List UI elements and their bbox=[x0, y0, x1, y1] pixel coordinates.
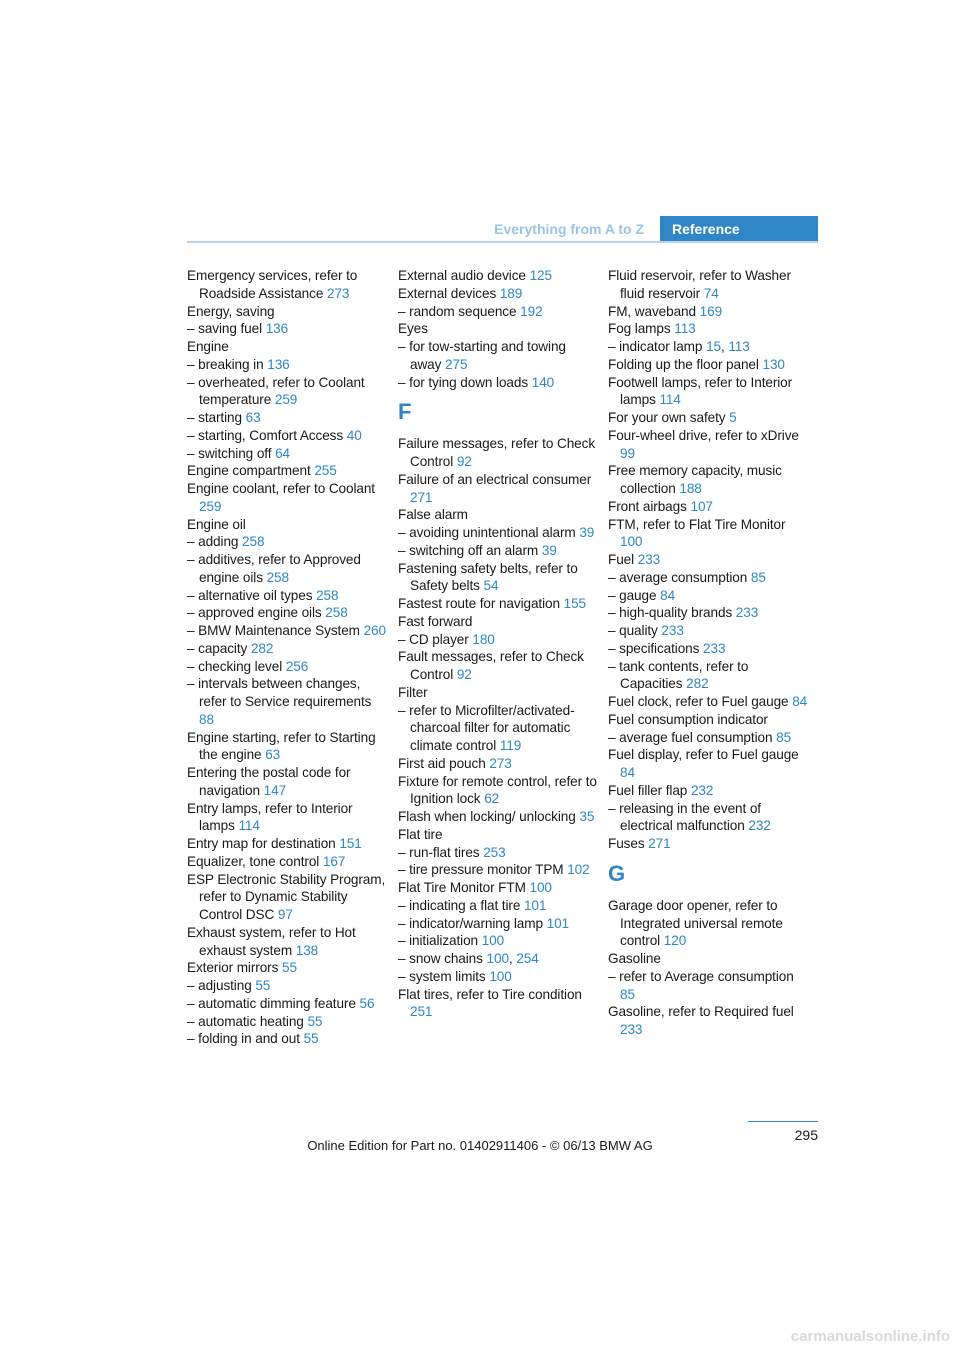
index-entry-text: – tire pressure monitor TPM bbox=[398, 862, 564, 878]
index-letter-heading: F bbox=[398, 399, 412, 425]
index-entry-text: – system limits bbox=[398, 968, 486, 984]
index-entry bbox=[187, 320, 387, 338]
index-entry-text: – average fuel consumption bbox=[608, 729, 773, 745]
index-entry-text: Fastest route for navigation bbox=[398, 596, 560, 611]
index-entry: – indicator lamp 15, 113 bbox=[608, 339, 750, 354]
index-entry-text: – alternative oil types bbox=[187, 587, 313, 603]
index-entry-text: – adjusting bbox=[187, 978, 252, 993]
page-reference-link[interactable]: 167 bbox=[322, 853, 346, 869]
index-entry bbox=[398, 560, 598, 596]
index-entry bbox=[187, 871, 387, 924]
index-entry bbox=[187, 835, 387, 853]
page-reference-link[interactable]: 253 bbox=[483, 844, 506, 860]
page-reference-link[interactable]: 147 bbox=[263, 782, 287, 798]
index-entry-text: Fuel clock, refer to Fuel gauge bbox=[608, 694, 789, 709]
page-reference-link[interactable]: 5 bbox=[729, 410, 737, 425]
page-reference-link[interactable]: 119 bbox=[499, 738, 522, 753]
page-reference-link[interactable]: 271 bbox=[410, 489, 433, 505]
index-entry-text: Fluid reservoir, refer to Washer fluid reservoir bbox=[608, 268, 791, 301]
index-entry-text: Entry map for destination bbox=[187, 836, 336, 851]
page-reference-link[interactable]: 107 bbox=[690, 498, 713, 514]
index-entry-text: Engine starting, refer to Starting the engine bbox=[187, 729, 376, 763]
index-entry bbox=[398, 374, 598, 392]
page-reference-link[interactable]: 74 bbox=[703, 285, 719, 301]
index-entry-text: Entering the postal code for navigation bbox=[187, 765, 351, 798]
index-entry bbox=[608, 374, 808, 410]
page-reference-link[interactable]: 233 bbox=[637, 552, 661, 567]
page-reference-link[interactable]: 92 bbox=[456, 667, 472, 682]
index-entry-text: – indicator/warning lamp bbox=[398, 915, 543, 931]
page-reference-link[interactable]: 258 bbox=[325, 605, 348, 621]
index-entry-text: – for tying down loads bbox=[398, 374, 529, 390]
page-reference-link[interactable]: 100 bbox=[529, 880, 552, 895]
index-entry-text: – capacity bbox=[187, 640, 248, 656]
page-reference-link[interactable]: 84 bbox=[792, 694, 808, 709]
index-entry-text: – additives, refer to Approved engine oils bbox=[187, 552, 361, 585]
index-entry bbox=[608, 968, 808, 1004]
index-entry bbox=[608, 569, 808, 587]
page-reference-link[interactable]: 151 bbox=[339, 836, 362, 851]
page-reference-link[interactable]: 282 bbox=[686, 676, 709, 692]
index-entry bbox=[608, 427, 808, 463]
page-reference-link[interactable]: 100 bbox=[489, 968, 512, 984]
page-reference-link[interactable]: 113 bbox=[728, 339, 750, 354]
index-entry bbox=[608, 587, 808, 605]
index-entry-text: – refer to Microfilter/activated-charcoal filter for automatic climate control bbox=[398, 702, 575, 753]
page-reference-link[interactable]: 113 bbox=[674, 321, 696, 337]
index-entry bbox=[398, 702, 598, 755]
index-entry bbox=[187, 658, 387, 676]
index-column-3 bbox=[608, 267, 808, 1039]
index-entry-text: – starting, Comfort Access bbox=[187, 427, 344, 443]
index-entry-text: Engine coolant, refer to Coolant bbox=[187, 481, 375, 496]
page-reference-link[interactable]: 101 bbox=[523, 897, 547, 913]
index-entry-text: – for tow-starting and towing away bbox=[398, 339, 566, 372]
page-reference-link[interactable]: 125 bbox=[529, 268, 552, 283]
index-entry bbox=[398, 844, 598, 862]
index-entry bbox=[187, 977, 387, 995]
page-reference-link[interactable]: 155 bbox=[563, 596, 587, 611]
index-entry-text: – automatic heating bbox=[187, 1013, 304, 1029]
index-entry bbox=[398, 595, 598, 613]
page-reference-link[interactable]: 84 bbox=[620, 765, 635, 780]
index-entry bbox=[187, 533, 387, 551]
index-entry bbox=[398, 968, 598, 986]
page-reference-link[interactable]: 254 bbox=[516, 951, 539, 966]
index-entry-text: Fast forward bbox=[398, 613, 473, 629]
index-entry bbox=[187, 640, 387, 658]
page-reference-link[interactable]: 99 bbox=[620, 445, 635, 461]
index-entry-text: Failure messages, refer to Check Control bbox=[398, 436, 596, 469]
index-entry bbox=[187, 604, 387, 622]
index-entry bbox=[398, 897, 598, 915]
index-entry bbox=[398, 524, 598, 542]
page-reference-link[interactable]: 233 bbox=[620, 1022, 643, 1037]
index-entry bbox=[608, 409, 808, 427]
page-reference-link[interactable]: 138 bbox=[295, 942, 319, 958]
page-reference-link[interactable]: 233 bbox=[703, 640, 726, 656]
index-entry bbox=[608, 320, 808, 338]
index-entry-text: Fuel display, refer to Fuel gauge bbox=[608, 747, 799, 763]
index-entry-text: Garage door opener, refer to Integrated universal remote control bbox=[608, 897, 783, 949]
page-reference-link[interactable]: 130 bbox=[762, 356, 785, 372]
index-entry-text: Entry lamps, refer to Interior lamps bbox=[187, 800, 353, 834]
index-entry-text: Footwell lamps, refer to Interior lamps bbox=[608, 374, 793, 408]
page-reference-link[interactable]: 55 bbox=[307, 1013, 323, 1029]
index-entry bbox=[608, 356, 808, 374]
index-entry-text: Filter bbox=[398, 684, 428, 700]
page-reference-link[interactable]: 63 bbox=[265, 747, 281, 763]
index-entry-text: Gasoline bbox=[608, 951, 661, 966]
index-entry bbox=[187, 675, 387, 728]
index-entry-text: – overheated, refer to Coolant temperature bbox=[187, 374, 365, 408]
index-entry-text: Flash when locking/ unlocking bbox=[398, 809, 576, 824]
page-reference-link[interactable]: 232 bbox=[690, 782, 714, 798]
index-entry-text: – saving fuel bbox=[187, 321, 263, 337]
index-entry bbox=[398, 915, 598, 933]
page-number: 295 bbox=[794, 1127, 818, 1143]
page-reference-link[interactable]: 100 bbox=[481, 933, 505, 949]
page-reference-link[interactable]: 102 bbox=[567, 862, 590, 878]
index-entry bbox=[608, 950, 808, 968]
index-entry-text: – specifications bbox=[608, 640, 700, 656]
index-entry bbox=[608, 1003, 808, 1039]
index-entry bbox=[608, 729, 808, 747]
page-reference-link[interactable]: 39 bbox=[579, 525, 595, 540]
index-entry bbox=[398, 684, 598, 702]
index-entry bbox=[187, 303, 387, 321]
index-entry-text: Fastening safety belts, refer to Safety belts bbox=[398, 560, 578, 594]
page-reference-link[interactable]: 114 bbox=[238, 818, 260, 834]
watermark: carmanualsonline.info bbox=[790, 1328, 950, 1345]
page-reference-link[interactable]: 85 bbox=[750, 569, 766, 585]
index-entry-text: – snow chains bbox=[398, 951, 483, 966]
index-entry bbox=[398, 285, 598, 303]
index-entry bbox=[398, 338, 598, 374]
index-entry-text: Fault messages, refer to Check Control bbox=[398, 649, 584, 682]
index-entry-text: Four-wheel drive, refer to xDrive bbox=[608, 427, 799, 443]
index-entry-text: – average consumption bbox=[608, 569, 748, 585]
index-entry-text: – switching off an alarm bbox=[398, 542, 539, 558]
page-reference-link[interactable]: 251 bbox=[410, 1004, 433, 1020]
index-entry-text: Eyes bbox=[398, 321, 428, 337]
index-entry-text: External devices bbox=[398, 285, 497, 301]
index-entry-text: Fuses bbox=[608, 836, 645, 851]
page-reference-link[interactable]: 188 bbox=[679, 481, 702, 496]
index-entry bbox=[187, 267, 387, 303]
page-reference-link[interactable]: 85 bbox=[620, 986, 635, 1002]
index-entry bbox=[398, 471, 598, 507]
page-reference-link[interactable]: 84 bbox=[660, 587, 676, 603]
index-entry bbox=[187, 995, 387, 1013]
page-reference-link[interactable]: 232 bbox=[748, 818, 771, 834]
index-entry bbox=[398, 542, 598, 560]
page-reference-link[interactable]: 35 bbox=[579, 809, 595, 824]
index-entry-text: – gauge bbox=[608, 587, 657, 603]
page-reference-link[interactable]: 273 bbox=[489, 755, 512, 771]
header-rule bbox=[187, 241, 818, 243]
page-reference-link[interactable]: 54 bbox=[483, 578, 499, 594]
index-entry bbox=[187, 764, 387, 800]
page-reference-link[interactable]: 189 bbox=[499, 285, 523, 301]
page-reference-link[interactable]: 233 bbox=[735, 605, 759, 621]
page-reference-link[interactable]: 275 bbox=[445, 356, 468, 372]
page-reference-link[interactable]: 233 bbox=[661, 623, 684, 638]
page-reference-link[interactable]: 64 bbox=[275, 445, 290, 461]
page-reference-link[interactable]: 282 bbox=[250, 640, 274, 656]
page-reference-link[interactable]: 259 bbox=[274, 392, 298, 408]
index-entry-text: – random sequence bbox=[398, 303, 517, 319]
index-entry-text: Fuel bbox=[608, 552, 635, 567]
index-entry-text: – high-quality brands bbox=[608, 605, 733, 621]
page-reference-link[interactable]: 255 bbox=[314, 463, 337, 479]
index-entry-text: ESP Electronic Stability Program, refer to Dynamic Stability Control DSC bbox=[187, 871, 386, 922]
index-entry-text: – adding bbox=[187, 534, 239, 550]
index-entry-text: – indicator lamp bbox=[608, 339, 703, 354]
page-reference-link[interactable]: 258 bbox=[266, 569, 289, 585]
index-entry-text: – quality bbox=[608, 623, 658, 638]
index-entry-text: Fog lamps bbox=[608, 321, 671, 337]
index-entry-text: Gasoline, refer to Required fuel bbox=[608, 1004, 794, 1020]
index-entry-text: – BMW Maintenance System bbox=[187, 623, 360, 638]
page-reference-link[interactable]: 259 bbox=[199, 498, 222, 514]
page-reference-link[interactable]: 88 bbox=[199, 711, 214, 727]
index-entry bbox=[187, 1013, 387, 1031]
page-reference-link[interactable]: 85 bbox=[776, 729, 792, 745]
index-entry bbox=[608, 551, 808, 569]
index-entry-text: Fixture for remote control, refer to Ignition lock bbox=[398, 773, 597, 807]
index-entry-text: FTM, refer to Flat Tire Monitor bbox=[608, 516, 786, 532]
index-entry bbox=[398, 303, 598, 321]
index-entry bbox=[608, 711, 808, 729]
index-entry-text: For your own safety bbox=[608, 410, 726, 425]
page-reference-link[interactable]: 258 bbox=[316, 587, 339, 603]
index-entry-text: Engine bbox=[187, 339, 229, 354]
page-reference-link[interactable]: 114 bbox=[659, 392, 681, 408]
index-entry-text: First aid pouch bbox=[398, 755, 486, 771]
index-entry bbox=[187, 338, 387, 356]
index-entry bbox=[608, 604, 808, 622]
index-entry bbox=[608, 782, 808, 800]
index-entry bbox=[398, 613, 598, 631]
index-entry-text: – initialization bbox=[398, 933, 479, 949]
index-entry-text: – releasing in the event of electrical malfunction bbox=[608, 800, 761, 834]
page-reference-link[interactable]: 55 bbox=[281, 960, 297, 976]
index-entry bbox=[608, 800, 808, 836]
index-entry-text: Front airbags bbox=[608, 498, 687, 514]
index-entry-text: Flat tires, refer to Tire condition bbox=[398, 986, 582, 1002]
index-entry-text: Free memory capacity, music collection bbox=[608, 463, 782, 496]
index-entry-text: Fuel consumption indicator bbox=[608, 711, 768, 727]
page-reference-link[interactable]: 136 bbox=[265, 321, 289, 337]
index-entry bbox=[608, 516, 808, 552]
page-number-rule bbox=[748, 1121, 818, 1122]
index-column-1 bbox=[187, 267, 387, 1048]
page-reference-link[interactable]: 192 bbox=[520, 303, 543, 319]
index-entry-text: – intervals between changes, refer to Service requirements bbox=[187, 676, 372, 709]
index-entry-text: – run-flat tires bbox=[398, 844, 480, 860]
index-entry bbox=[187, 622, 387, 640]
index-entry-text: Equalizer, tone control bbox=[187, 853, 320, 869]
index-entry bbox=[398, 631, 598, 649]
page-reference-link[interactable]: 120 bbox=[663, 933, 687, 949]
index-entry-text: – breaking in bbox=[187, 356, 264, 372]
page-reference-link[interactable]: 100 bbox=[620, 534, 643, 550]
index-entry bbox=[187, 356, 387, 374]
index-entry bbox=[608, 693, 808, 711]
page-reference-link[interactable]: 39 bbox=[541, 542, 557, 558]
index-entry-text: Engine oil bbox=[187, 516, 246, 532]
page-reference-link[interactable]: 56 bbox=[359, 995, 375, 1011]
header-section-title: Everything from A to Z bbox=[494, 221, 644, 237]
index-entry bbox=[608, 462, 808, 498]
index-entry bbox=[398, 267, 598, 285]
page-reference-link[interactable]: 271 bbox=[648, 836, 671, 851]
index-entry bbox=[398, 986, 598, 1022]
index-entry bbox=[187, 462, 387, 480]
index-entry bbox=[608, 622, 808, 640]
index-entry-text: Exhaust system, refer to Hot exhaust system bbox=[187, 924, 356, 958]
index-entry-text: – checking level bbox=[187, 658, 283, 674]
page-reference-link[interactable]: 15 bbox=[706, 339, 721, 354]
index-entry bbox=[187, 480, 387, 516]
page-reference-link[interactable]: 63 bbox=[245, 410, 261, 425]
index-entry bbox=[608, 640, 808, 658]
index-entry-text: – approved engine oils bbox=[187, 605, 322, 621]
index-entry-text: – refer to Average consumption bbox=[608, 968, 794, 984]
index-entry bbox=[187, 1030, 387, 1048]
index-entry bbox=[608, 267, 808, 303]
page-reference-link[interactable]: 273 bbox=[326, 285, 350, 301]
index-entry bbox=[398, 932, 598, 950]
index-entry-text: Energy, saving bbox=[187, 303, 275, 319]
index-entry-text: FM, waveband bbox=[608, 303, 696, 319]
index-entry-text: False alarm bbox=[398, 507, 468, 523]
page-reference-link[interactable]: 62 bbox=[484, 791, 500, 807]
index-entry bbox=[187, 587, 387, 605]
index-entry bbox=[398, 506, 598, 524]
page-reference-link[interactable]: 97 bbox=[277, 907, 293, 922]
index-entry bbox=[187, 551, 387, 587]
index-entry bbox=[398, 861, 598, 879]
page-reference-link[interactable]: 55 bbox=[303, 1031, 319, 1047]
index-entry-text: Fuel filler flap bbox=[608, 782, 688, 798]
footer-edition-note: Online Edition for Part no. 01402911406 - © 06/13 BMW AG bbox=[307, 1138, 653, 1153]
index-entry bbox=[187, 853, 387, 871]
index-entry bbox=[398, 320, 598, 338]
index-entry bbox=[398, 826, 598, 844]
index-entry-text: – CD player bbox=[398, 631, 469, 647]
index-entry-text: Flat tire bbox=[398, 826, 443, 842]
page-reference-link[interactable]: 169 bbox=[699, 303, 723, 319]
index-entry bbox=[608, 835, 808, 853]
index-entry bbox=[187, 959, 387, 977]
index-entry bbox=[398, 808, 598, 826]
page-reference-link[interactable]: 101 bbox=[546, 915, 570, 931]
page-reference-link[interactable]: 55 bbox=[255, 978, 271, 993]
index-entry-text: – avoiding unintentional alarm bbox=[398, 525, 576, 540]
index-entry-text: Failure of an electrical consumer bbox=[398, 471, 592, 487]
index-entry-text: Exterior mirrors bbox=[187, 960, 279, 976]
page-reference-link[interactable]: 260 bbox=[363, 623, 386, 638]
index-entry-text: Folding up the floor panel bbox=[608, 356, 759, 372]
page-reference-link[interactable]: 256 bbox=[285, 658, 309, 674]
page-reference-link[interactable]: 258 bbox=[242, 534, 265, 550]
index-entry bbox=[608, 746, 808, 782]
index-entry bbox=[398, 879, 598, 897]
index-entry-text: External audio device bbox=[398, 268, 526, 283]
index-entry bbox=[187, 516, 387, 534]
index-entry-text: Flat Tire Monitor FTM bbox=[398, 880, 526, 895]
page-reference-link[interactable]: 100 bbox=[486, 951, 509, 966]
index-entry bbox=[187, 374, 387, 410]
index-entry-text: – folding in and out bbox=[187, 1031, 300, 1047]
index-entry: – snow chains 100, 254 bbox=[398, 951, 539, 966]
index-entry bbox=[187, 729, 387, 765]
index-entry bbox=[398, 435, 598, 471]
index-entry bbox=[398, 773, 598, 809]
index-entry bbox=[187, 924, 387, 960]
index-entry bbox=[398, 648, 598, 684]
index-entry-text: – starting bbox=[187, 410, 242, 425]
index-entry-text: – automatic dimming feature bbox=[187, 995, 356, 1011]
page-reference-link[interactable]: 180 bbox=[472, 631, 495, 647]
index-entry-text: Engine compartment bbox=[187, 463, 311, 479]
page-reference-link[interactable]: 92 bbox=[456, 454, 472, 469]
index-entry bbox=[608, 897, 808, 950]
index-entry bbox=[608, 498, 808, 516]
index-entry bbox=[187, 409, 387, 427]
index-entry bbox=[608, 303, 808, 321]
page-reference-link[interactable]: 40 bbox=[346, 427, 362, 443]
index-entry bbox=[398, 755, 598, 773]
index-entry-text: – tank contents, refer to Capacities bbox=[608, 658, 749, 692]
index-entry-text: – switching off bbox=[187, 445, 272, 461]
index-entry-text: – indicating a flat tire bbox=[398, 897, 521, 913]
page-reference-link[interactable]: 136 bbox=[267, 356, 290, 372]
index-entry bbox=[187, 427, 387, 445]
header-tab-reference: Reference bbox=[660, 216, 818, 242]
index-entry-text: Emergency services, refer to Roadside Assistance bbox=[187, 268, 358, 301]
index-entry bbox=[187, 800, 387, 836]
index-entry bbox=[608, 658, 808, 694]
index-column-2 bbox=[398, 267, 598, 1021]
page-reference-link[interactable]: 140 bbox=[531, 374, 555, 390]
index-entry bbox=[187, 445, 387, 463]
index-letter-heading: G bbox=[608, 860, 626, 886]
